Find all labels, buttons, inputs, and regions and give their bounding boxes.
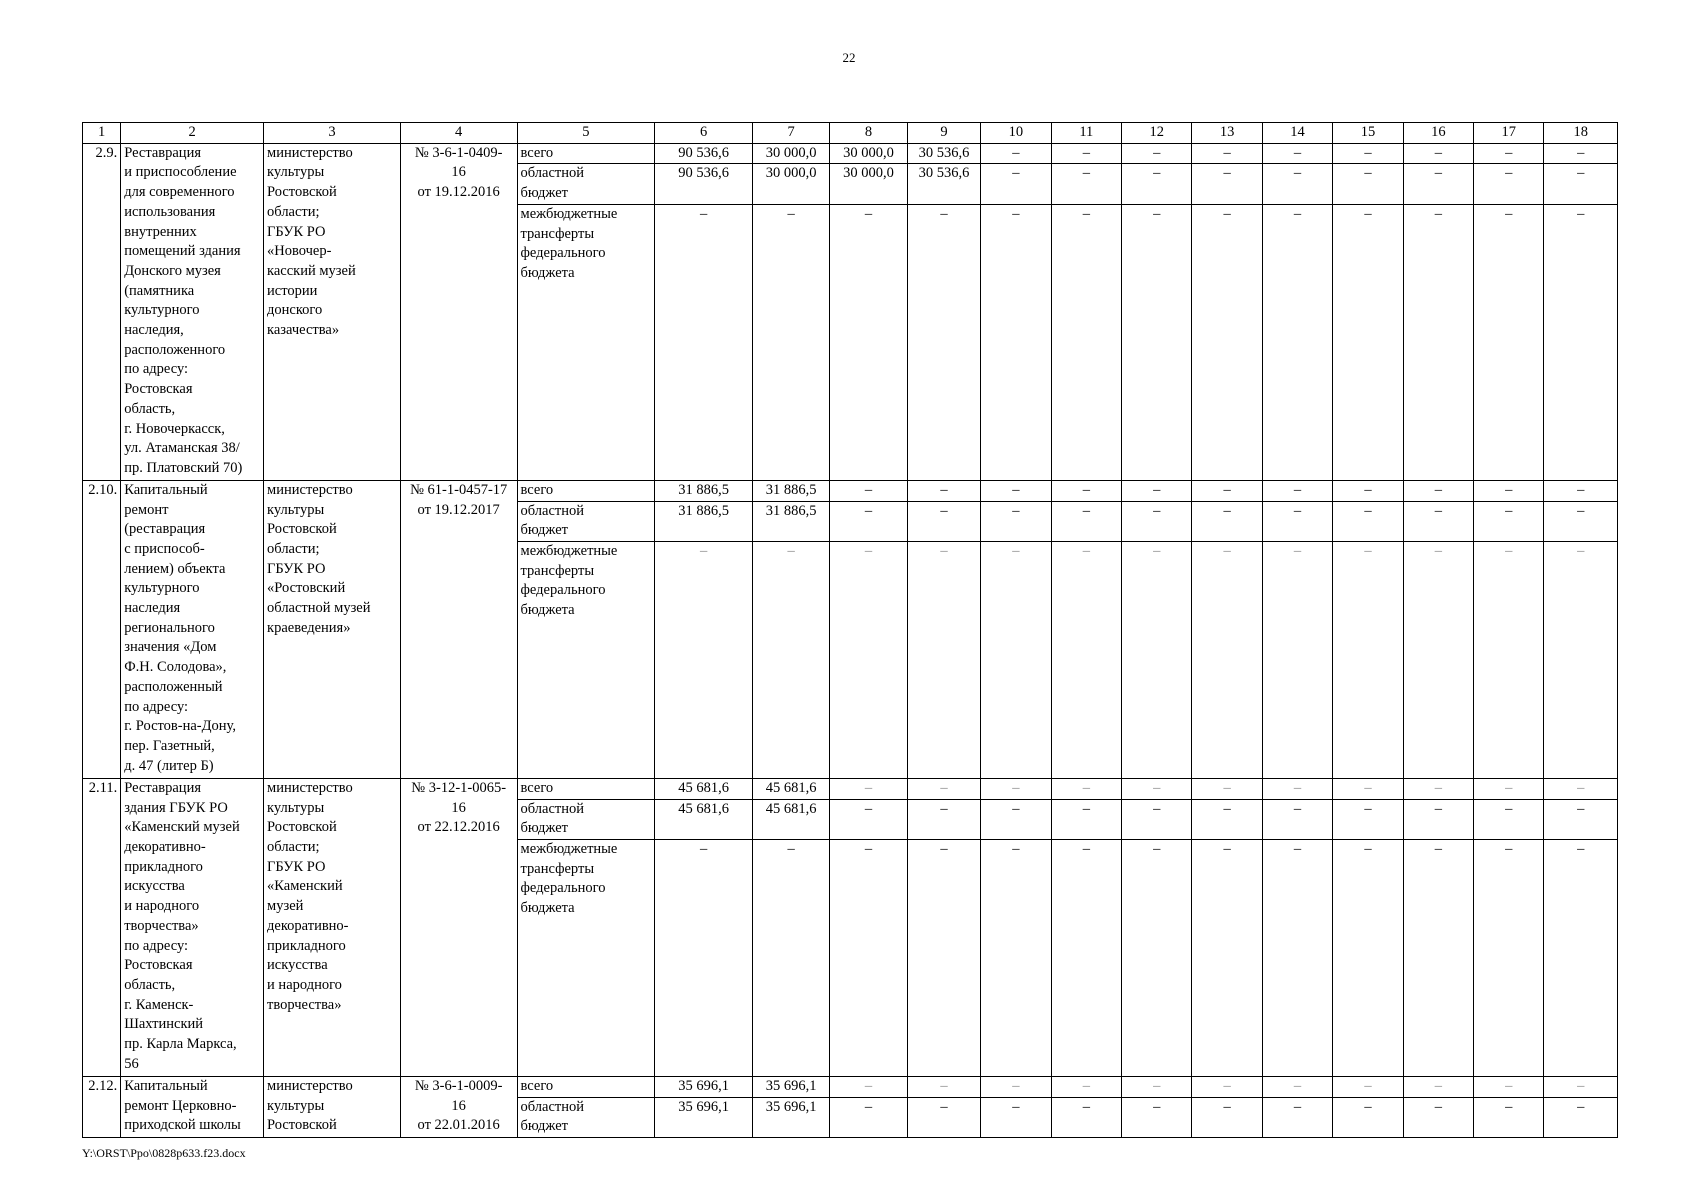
source-total: всего [517, 143, 655, 164]
value-cell: 35 696,1 [752, 1097, 829, 1137]
dash-cell: – [830, 840, 907, 1077]
header-col-18: 18 [1544, 123, 1618, 144]
header-col-3: 3 [264, 123, 401, 144]
header-col-8: 8 [830, 123, 907, 144]
dash-cell: – [655, 541, 753, 778]
document-ref: № 3-6-1-0009- 16 от 22.01.2016 [400, 1077, 517, 1138]
event-name: Реставрация здания ГБУК РО «Каменский музей декоративно- прикладного искусства и народного творчества» по адресу: Ростовская область, г. Каменск- Шахтинский пр. Карла Маркса, 56 [121, 778, 264, 1076]
dash-cell: – [1122, 541, 1192, 778]
executor: министерство культуры Ростовской области; ГБУК РО «Новочер- касский музей истории донского казачества» [264, 143, 401, 480]
dash-cell: – [907, 1077, 980, 1098]
dash-cell: – [1544, 799, 1618, 839]
dash-cell: – [1262, 204, 1332, 480]
source-federal: межбюджетные трансферты федерального бюджета [517, 541, 655, 778]
dash-cell: – [907, 799, 980, 839]
value-cell: 35 696,1 [655, 1097, 753, 1137]
dash-cell: – [1122, 143, 1192, 164]
dash-cell: – [1122, 840, 1192, 1077]
dash-cell: – [752, 541, 829, 778]
header-col-9: 9 [907, 123, 980, 144]
row-number: 2.11. [83, 778, 121, 1076]
executor: министерство культуры Ростовской области; ГБУК РО «Ростовский областной музей краеведения» [264, 480, 401, 778]
dash-cell: – [655, 204, 753, 480]
page-number: 22 [842, 50, 856, 65]
dash-cell: – [981, 840, 1051, 1077]
dash-cell: – [1051, 480, 1121, 501]
value-cell: 30 000,0 [830, 164, 907, 204]
source-total: всего [517, 480, 655, 501]
dash-cell: – [1122, 1077, 1192, 1098]
dash-cell: – [1192, 840, 1262, 1077]
dash-cell: – [1544, 164, 1618, 204]
table-row [83, 778, 1618, 799]
dash-cell: – [1333, 204, 1403, 480]
dash-cell: – [1333, 501, 1403, 541]
dash-cell: – [907, 501, 980, 541]
dash-cell: – [1051, 1097, 1121, 1137]
dash-cell: – [1474, 204, 1544, 480]
header-col-11: 11 [1051, 123, 1121, 144]
dash-cell: – [1403, 164, 1473, 204]
dash-cell: – [1333, 164, 1403, 204]
dash-cell: – [1051, 204, 1121, 480]
dash-cell: – [1544, 541, 1618, 778]
dash-cell: – [830, 799, 907, 839]
dash-cell: – [1403, 143, 1473, 164]
row-number: 2.9. [83, 143, 121, 480]
dash-cell: – [1474, 143, 1544, 164]
dash-cell: – [1403, 1077, 1473, 1098]
dash-cell: – [1544, 480, 1618, 501]
value-cell: 31 886,5 [655, 480, 753, 501]
dash-cell: – [1474, 840, 1544, 1077]
dash-cell: – [907, 1097, 980, 1137]
dash-cell: – [907, 840, 980, 1077]
source-total: всего [517, 1077, 655, 1098]
document-ref: № 3-12-1-0065- 16 от 22.12.2016 [400, 778, 517, 1076]
dash-cell: – [830, 501, 907, 541]
dash-cell: – [981, 778, 1051, 799]
value-cell: 31 886,5 [655, 501, 753, 541]
header-col-10: 10 [981, 123, 1051, 144]
dash-cell: – [1192, 204, 1262, 480]
header-col-4: 4 [400, 123, 517, 144]
dash-cell: – [1262, 778, 1332, 799]
dash-cell: – [1333, 840, 1403, 1077]
dash-cell: – [1544, 143, 1618, 164]
executor: министерство культуры Ростовской [264, 1077, 401, 1138]
header-col-12: 12 [1122, 123, 1192, 144]
source-federal: межбюджетные трансферты федерального бюджета [517, 204, 655, 480]
dash-cell: – [1192, 501, 1262, 541]
executor: министерство культуры Ростовской области; ГБУК РО «Каменский музей декоративно- прикладного искусства и народного творчества» [264, 778, 401, 1076]
dash-cell: – [1474, 799, 1544, 839]
dash-cell: – [1122, 778, 1192, 799]
dash-cell: – [830, 778, 907, 799]
header-col-7: 7 [752, 123, 829, 144]
dash-cell: – [1192, 143, 1262, 164]
event-name: Реставрация и приспособление для современного использования внутренних помещений здания Донского музея (памятника культурного наследия, расположенного по адресу: Ростовская область, г. Новочеркасск, ул. Атаманская 38/ пр. Платовский 70) [121, 143, 264, 480]
dash-cell: – [1403, 799, 1473, 839]
row-number: 2.10. [83, 480, 121, 778]
source-total: всего [517, 778, 655, 799]
dash-cell: – [1544, 840, 1618, 1077]
dash-cell: – [1262, 1097, 1332, 1137]
value-cell: 30 536,6 [907, 164, 980, 204]
dash-cell: – [1262, 1077, 1332, 1098]
dash-cell: – [1333, 480, 1403, 501]
row-number: 2.12. [83, 1077, 121, 1138]
dash-cell: – [1333, 143, 1403, 164]
value-cell: 30 000,0 [830, 143, 907, 164]
dash-cell: – [1051, 143, 1121, 164]
dash-cell: – [1051, 164, 1121, 204]
dash-cell: – [1403, 840, 1473, 1077]
document-ref: № 3-6-1-0409- 16 от 19.12.2016 [400, 143, 517, 480]
dash-cell: – [1474, 541, 1544, 778]
dash-cell: – [981, 799, 1051, 839]
header-col-1: 1 [83, 123, 121, 144]
dash-cell: – [1544, 1077, 1618, 1098]
header-col-6: 6 [655, 123, 753, 144]
header-col-2: 2 [121, 123, 264, 144]
dash-cell: – [1403, 501, 1473, 541]
dash-cell: – [655, 840, 753, 1077]
value-cell: 31 886,5 [752, 501, 829, 541]
dash-cell: – [1192, 799, 1262, 839]
dash-cell: – [1122, 799, 1192, 839]
dash-cell: – [830, 1077, 907, 1098]
dash-cell: – [1192, 778, 1262, 799]
header-row [83, 123, 1618, 144]
event-name: Капитальный ремонт Церковно- приходской школы [121, 1077, 264, 1138]
table-row [83, 143, 1618, 164]
event-name: Капитальный ремонт (реставрация с приспособ- лением) объекта культурного наследия регионального значения «Дом Ф.Н. Солодова», расположенный по адресу: г. Ростов-на-Дону, пер. Газетный, д. 47 (литер Б) [121, 480, 264, 778]
footer-file-path: Y:\ORST\Ppo\0828p633.f23.docx [82, 1146, 246, 1160]
dash-cell: – [1333, 1077, 1403, 1098]
value-cell: 35 696,1 [752, 1077, 829, 1098]
dash-cell: – [1333, 799, 1403, 839]
dash-cell: – [1122, 501, 1192, 541]
dash-cell: – [981, 1097, 1051, 1137]
dash-cell: – [1122, 1097, 1192, 1137]
dash-cell: – [1122, 480, 1192, 501]
dash-cell: – [1192, 1077, 1262, 1098]
dash-cell: – [981, 143, 1051, 164]
dash-cell: – [1333, 778, 1403, 799]
dash-cell: – [907, 778, 980, 799]
value-cell: 45 681,6 [655, 799, 753, 839]
dash-cell: – [1403, 480, 1473, 501]
dash-cell: – [1474, 778, 1544, 799]
dash-cell: – [981, 501, 1051, 541]
header-col-13: 13 [1192, 123, 1262, 144]
value-cell: 30 536,6 [907, 143, 980, 164]
dash-cell: – [830, 204, 907, 480]
dash-cell: – [1544, 1097, 1618, 1137]
dash-cell: – [1262, 143, 1332, 164]
dash-cell: – [1474, 1077, 1544, 1098]
value-cell: 35 696,1 [655, 1077, 753, 1098]
dash-cell: – [1403, 1097, 1473, 1137]
dash-cell: – [1474, 480, 1544, 501]
dash-cell: – [830, 1097, 907, 1137]
dash-cell: – [1262, 480, 1332, 501]
dash-cell: – [1051, 778, 1121, 799]
dash-cell: – [1333, 541, 1403, 778]
value-cell: 31 886,5 [752, 480, 829, 501]
source-regional: областной бюджет [517, 799, 655, 839]
dash-cell: – [1192, 164, 1262, 204]
dash-cell: – [1544, 501, 1618, 541]
dash-cell: – [1474, 501, 1544, 541]
table-row [83, 1077, 1618, 1098]
dash-cell: – [1051, 541, 1121, 778]
dash-cell: – [1192, 1097, 1262, 1137]
dash-cell: – [1403, 778, 1473, 799]
dash-cell: – [1403, 541, 1473, 778]
value-cell: 45 681,6 [655, 778, 753, 799]
header-col-16: 16 [1403, 123, 1473, 144]
dash-cell: – [981, 204, 1051, 480]
dash-cell: – [907, 480, 980, 501]
dash-cell: – [981, 541, 1051, 778]
value-cell: 45 681,6 [752, 799, 829, 839]
table-row [83, 480, 1618, 501]
dash-cell: – [981, 480, 1051, 501]
dash-cell: – [1051, 840, 1121, 1077]
dash-cell: – [1051, 501, 1121, 541]
value-cell: 30 000,0 [752, 164, 829, 204]
dash-cell: – [1544, 778, 1618, 799]
dash-cell: – [1262, 164, 1332, 204]
dash-cell: – [981, 1077, 1051, 1098]
header-col-5: 5 [517, 123, 655, 144]
dash-cell: – [1474, 164, 1544, 204]
header-col-14: 14 [1262, 123, 1332, 144]
header-col-17: 17 [1474, 123, 1544, 144]
header-col-15: 15 [1333, 123, 1403, 144]
dash-cell: – [1403, 204, 1473, 480]
dash-cell: – [752, 840, 829, 1077]
value-cell: 90 536,6 [655, 164, 753, 204]
dash-cell: – [1192, 541, 1262, 778]
dash-cell: – [1474, 1097, 1544, 1137]
dash-cell: – [1262, 501, 1332, 541]
dash-cell: – [1262, 541, 1332, 778]
dash-cell: – [907, 541, 980, 778]
dash-cell: – [1051, 1077, 1121, 1098]
dash-cell: – [907, 204, 980, 480]
dash-cell: – [1262, 840, 1332, 1077]
dash-cell: – [830, 480, 907, 501]
dash-cell: – [1544, 204, 1618, 480]
budget-table [82, 122, 1618, 1138]
dash-cell: – [752, 204, 829, 480]
document-ref: № 61-1-0457-17 от 19.12.2017 [400, 480, 517, 778]
dash-cell: – [1192, 480, 1262, 501]
dash-cell: – [1051, 799, 1121, 839]
value-cell: 45 681,6 [752, 778, 829, 799]
dash-cell: – [830, 541, 907, 778]
source-regional: областной бюджет [517, 1097, 655, 1137]
dash-cell: – [1333, 1097, 1403, 1137]
dash-cell: – [1262, 799, 1332, 839]
dash-cell: – [981, 164, 1051, 204]
dash-cell: – [1122, 204, 1192, 480]
dash-cell: – [1122, 164, 1192, 204]
source-regional: областной бюджет [517, 164, 655, 204]
value-cell: 90 536,6 [655, 143, 753, 164]
source-federal: межбюджетные трансферты федерального бюджета [517, 840, 655, 1077]
source-regional: областной бюджет [517, 501, 655, 541]
value-cell: 30 000,0 [752, 143, 829, 164]
